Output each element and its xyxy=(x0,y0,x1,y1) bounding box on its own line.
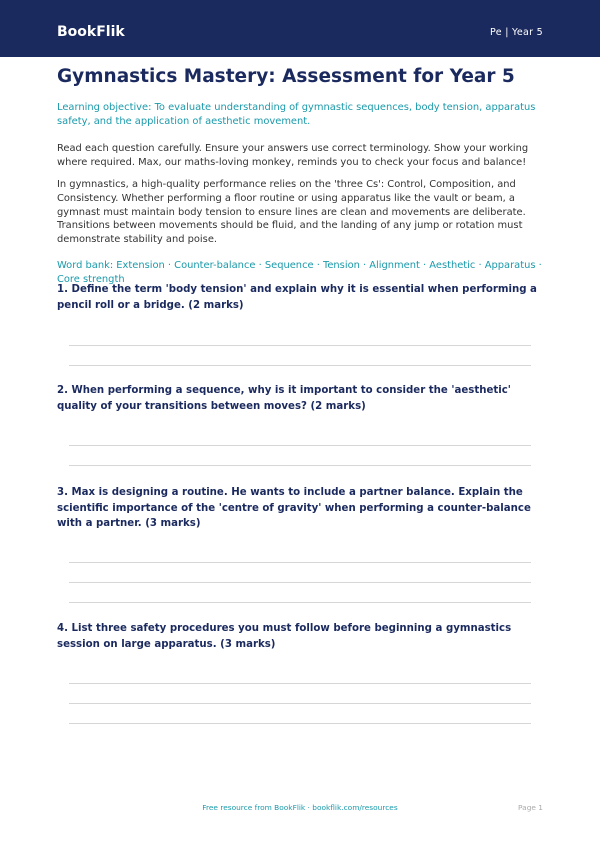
answer-line[interactable] xyxy=(69,345,531,346)
answer-line[interactable] xyxy=(69,703,531,704)
page-number: Page 1 xyxy=(518,803,543,812)
question-text: 1. Define the term 'body tension' and explain why it is essential when performing a pencil roll or a bridge. (2 marks) xyxy=(57,284,537,311)
instructions-paragraph: Read each question carefully. Ensure your answers use correct terminology. Show your working where required. Max, our maths-loving monkey, reminds you to check your focus and balance! xyxy=(57,143,529,168)
answer-lines xyxy=(69,683,531,724)
page-footer xyxy=(0,803,600,815)
page-title: Gymnastics Mastery: Assessment for Year 5 xyxy=(57,66,515,87)
question-block xyxy=(57,485,543,532)
answer-line[interactable] xyxy=(69,562,531,563)
answer-line[interactable] xyxy=(69,683,531,684)
header-bar xyxy=(0,0,600,57)
question-block xyxy=(57,282,543,313)
answer-line[interactable] xyxy=(69,723,531,724)
answer-line[interactable] xyxy=(69,365,531,366)
answer-lines xyxy=(69,562,531,603)
footer-resource-link[interactable]: Free resource from BookFlik · bookflik.com/resources xyxy=(202,803,398,812)
answer-line[interactable] xyxy=(69,602,531,603)
question-text: 2. When performing a sequence, why is it important to consider the 'aesthetic' quality of your transitions between moves? (2 marks) xyxy=(57,385,511,412)
subject-year-label: Pe | Year 5 xyxy=(490,27,543,38)
answer-line[interactable] xyxy=(69,582,531,583)
question-text: 3. Max is designing a routine. He wants to include a partner balance. Explain the scientific importance of the 'centre of gravity' when performing a counter-balance with a partner. (3 marks) xyxy=(57,487,531,529)
brand-logo-text: BookFlik xyxy=(57,24,125,40)
answer-lines xyxy=(69,345,531,366)
answer-line[interactable] xyxy=(69,465,531,466)
question-block xyxy=(57,621,543,652)
learning-objective: Learning objective: To evaluate understanding of gymnastic sequences, body tension, apparatus safety, and the application of aesthetic movement. xyxy=(57,102,536,127)
answer-line[interactable] xyxy=(69,445,531,446)
word-bank: Word bank: Extension · Counter-balance · Sequence · Tension · Alignment · Aesthetic · Apparatus · Core strength xyxy=(57,260,542,285)
question-block xyxy=(57,383,543,414)
question-text: 4. List three safety procedures you must follow before beginning a gymnastics session on large apparatus. (3 marks) xyxy=(57,623,512,650)
intro-paragraph: In gymnastics, a high-quality performance relies on the 'three Cs': Control, Composition, and Consistency. Whether performing a floor routine or using apparatus like the vault or beam, a gymnast must maintain body tension to ensure lines are clean and movements are deliberate. Transitions between movements should be fluid, and the landing of any jump or rotation must demonstrate stability and poise. xyxy=(57,179,526,245)
worksheet-content xyxy=(57,64,543,287)
answer-lines xyxy=(69,445,531,466)
